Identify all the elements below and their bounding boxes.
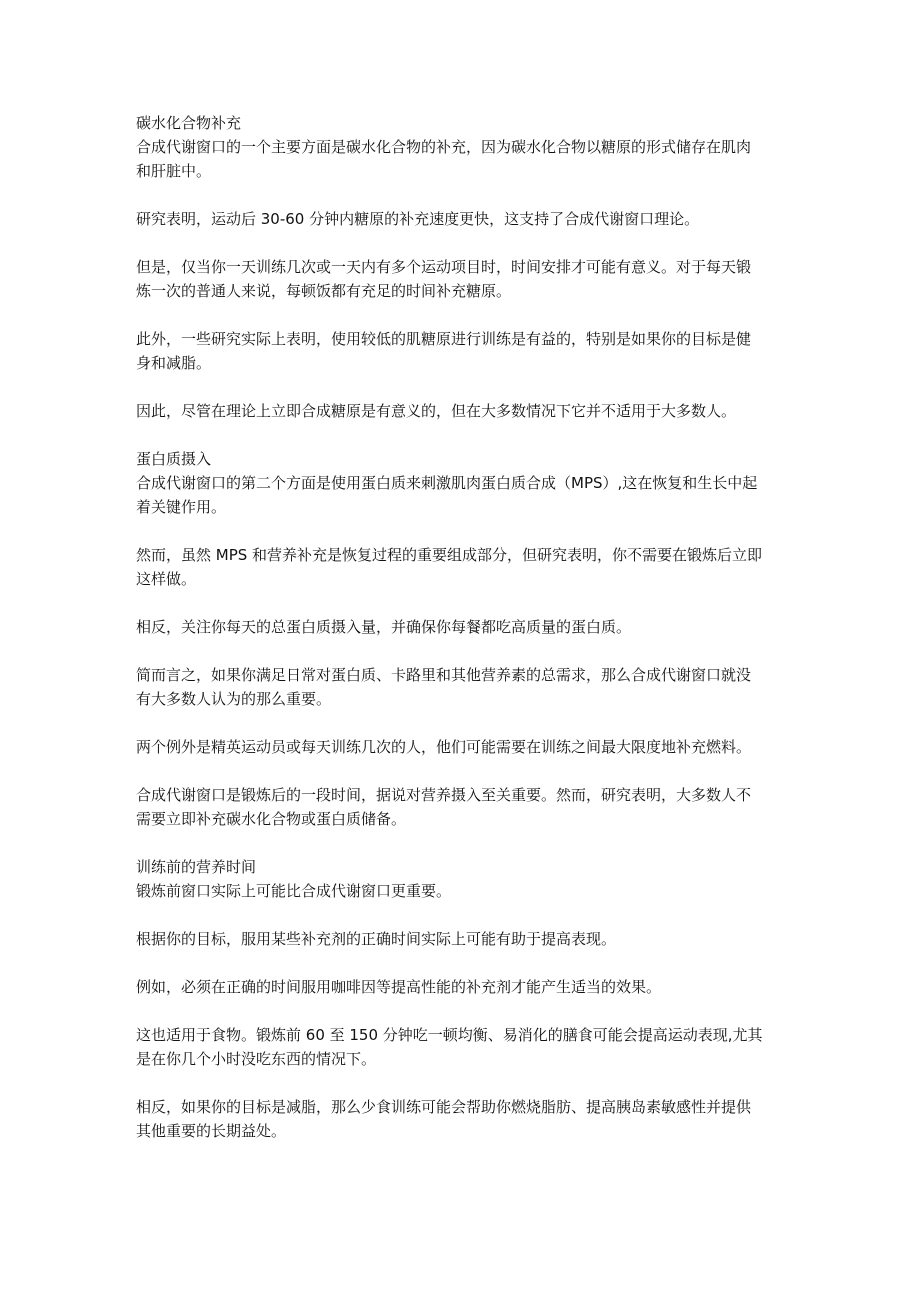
paragraph-line: 炼一次的普通人来说，每顿饭都有充足的时间补充糖原。 <box>136 282 512 300</box>
paragraph <box>136 399 784 423</box>
paragraph-line: 需要立即补充碳水化合物或蛋白质储备。 <box>136 810 407 828</box>
paragraph-line: 研究表明，运动后 30-60 分钟内糖原的补充速度更快，这支持了合成代谢窗口理论。 <box>136 210 700 228</box>
paragraph-line: 简而言之，如果你满足日常对蛋白质、卡路里和其他营养素的总需求，那么合成代谢窗口就没 <box>136 666 752 684</box>
paragraph-line: 身和减脂。 <box>136 354 212 372</box>
paragraph <box>136 327 784 375</box>
paragraph-line: 有大多数人认为的那么重要。 <box>136 690 332 708</box>
paragraph-line: 和肝脏中。 <box>136 162 212 180</box>
paragraph-line: 但是，仅当你一天训练几次或一天内有多个运动项目时，时间安排才可能有意义。对于每天锻 <box>136 258 752 276</box>
paragraph-line: 根据你的目标，服用某些补充剂的正确时间实际上可能有助于提高表现。 <box>136 930 617 948</box>
paragraph-line: 因此，尽管在理论上立即合成糖原是有意义的，但在大多数情况下它并不适用于大多数人。 <box>136 402 737 420</box>
section-pre-workout-timing <box>136 855 784 903</box>
paragraph-line: 例如，必须在正确的时间服用咖啡因等提高性能的补充剂才能产生适当的效果。 <box>136 978 662 996</box>
paragraph <box>136 255 784 303</box>
paragraph-line: 着关键作用。 <box>136 498 227 516</box>
paragraph-line: 此外，一些研究实际上表明，使用较低的肌糖原进行训练是有益的，特别是如果你的目标是健 <box>136 330 752 348</box>
paragraph <box>136 1023 784 1071</box>
paragraph-line: 合成代谢窗口的第二个方面是使用蛋白质来刺激肌肉蛋白质合成（MPS）,这在恢复和生长中起 <box>136 474 758 492</box>
paragraph-line: 相反，关注你每天的总蛋白质摄入量，并确保你每餐都吃高质量的蛋白质。 <box>136 618 632 636</box>
paragraph-line: 其他重要的长期益处。 <box>136 1122 287 1140</box>
paragraph-line: 相反，如果你的目标是减脂，那么少食训练可能会帮助你燃烧脂肪、提高胰岛素敏感性并提供 <box>136 1098 752 1116</box>
paragraph-line: 这也适用于食物。锻炼前 60 至 150 分钟吃一顿均衡、易消化的膳食可能会提高运动表现,尤其 <box>136 1026 763 1044</box>
document-body <box>136 111 784 1167</box>
paragraph-line: 两个例外是精英运动员或每天训练几次的人，他们可能需要在训练之间最大限度地补充燃料。 <box>136 738 752 756</box>
paragraph <box>136 735 784 759</box>
section-heading: 碳水化合物补充 <box>136 114 242 132</box>
paragraph <box>136 975 784 999</box>
section-carbohydrate <box>136 111 784 183</box>
paragraph-line: 合成代谢窗口是锻炼后的一段时间，据说对营养摄入至关重要。然而，研究表明，大多数人不 <box>136 786 752 804</box>
paragraph-line: 然而，虽然 MPS 和营养补充是恢复过程的重要组成部分，但研究表明，你不需要在锻炼后立即 <box>136 546 763 564</box>
paragraph-line: 这样做。 <box>136 570 197 588</box>
section-heading: 蛋白质摄入 <box>136 450 212 468</box>
section-protein <box>136 447 784 519</box>
paragraph <box>136 927 784 951</box>
paragraph-line: 锻炼前窗口实际上可能比合成代谢窗口更重要。 <box>136 882 452 900</box>
paragraph <box>136 783 784 831</box>
paragraph <box>136 663 784 711</box>
paragraph <box>136 615 784 639</box>
paragraph-line: 是在你几个小时没吃东西的情况下。 <box>136 1050 377 1068</box>
paragraph <box>136 543 784 591</box>
paragraph <box>136 1095 784 1143</box>
paragraph <box>136 207 784 231</box>
paragraph-line: 合成代谢窗口的一个主要方面是碳水化合物的补充，因为碳水化合物以糖原的形式储存在肌肉 <box>136 138 752 156</box>
section-heading: 训练前的营养时间 <box>136 858 257 876</box>
